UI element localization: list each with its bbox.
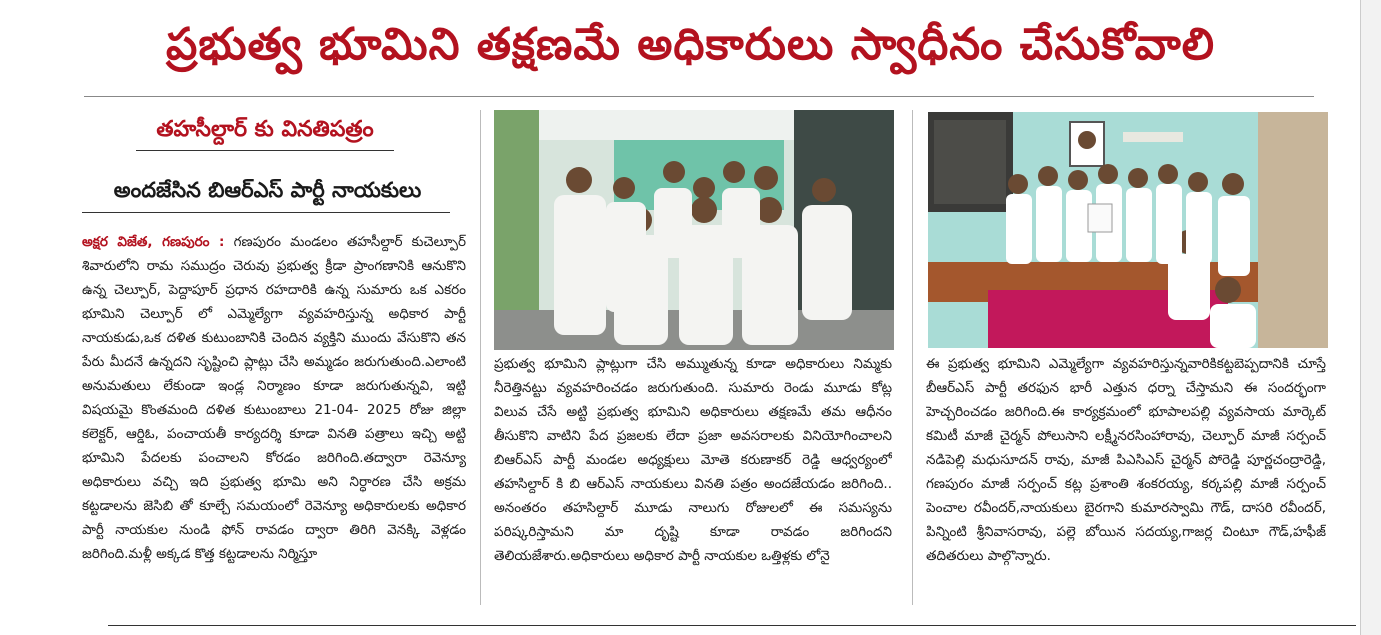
- column-1-text: గణపురం మండలం తహసీల్దార్ కుచెల్పూర్ శివారులోని రామ సముద్రం చెరువు ప్రభుత్వ క్రీడా ప్రాంగణానికి ఆనుకొని ఉన్న చెల్పూర్, పెద్దాపూర్ ప్రధాన రహదారికి ఉన్న సుమారు ఒక ఎకరం భూమిని చెల్పూర్ లో ఎమ్మెల్యేగా వ్యవహరిస్తున్న అధికార పార్టీ నాయకుడు,ఒక దళిత కుటుంబానికి చెందిన వ్యక్తిని ముందు వేసుకొని తన పేరు మీదనే ఉన్నదని సృష్టించి ప్లాట్లు చేసి అమ్మడం జరుగుతుంది.ఎలాంటి అనుమతులు లేకుండా ఇండ్ల నిర్మాణం కూడా జరుగుతున్నవి, ఇట్టి విషయమై కొంతమంది దళిత కుటుంబాలు 21-04- 2025 రోజు జిల్లా కలెక్టర్, ఆర్డిఓ, పంచాయతీ కార్యదర్శి కూడా వినతి పత్రాలు ఇచ్చి అట్టి భూమిని పేదలకు పంచాలని కోరడం జరిగింది.తద్వారా రెవెన్యూ అధికారులు వచ్చి ఇది ప్రభుత్వ భూమి అని నిర్ధారణ చేసి అక్రమ కట్టడాలను జెసిబి తో కూల్చే సమయంలో రెవెన్యూ అధికారులకు అధికార పార్టీ నాయకుల నుండి ఫోన్ రావడం ద్వారా తిరిగి వెనక్కి వెళ్లడం జరిగింది.మళ్లీ అక్కడ కొత్త కట్టడాలను నిర్మిస్తూ: [82, 234, 466, 562]
- page-edge: [1360, 0, 1381, 635]
- office-photo-icon: [928, 112, 1328, 348]
- footer-rule: [108, 625, 1356, 626]
- dateline: అక్షర విజేత, గణపురం :: [82, 234, 225, 250]
- headline: ప్రభుత్వ భూమిని తక్షణమే అధికారులు స్వాధీనం చేసుకోవాలి: [166, 19, 1215, 70]
- column-paragraph: [82, 230, 466, 566]
- office-photo: [928, 112, 1328, 348]
- group-photo-icon: [494, 110, 894, 350]
- article-column-1: [82, 230, 466, 620]
- subheading-rule: [136, 150, 394, 151]
- column-3-text: ఈ ప్రభుత్వ భూమిని ఎమ్మెల్యేగా వ్యవహరిస్తున్నవారికికట్టబెప్పదానికి చూస్తే బీఆర్ఎస్ పార్టీ తరఫున భారీ ఎత్తున ధర్నా చేస్తామని ఈ సందర్భంగా హెచ్చరించడం జరిగింది.ఈ కార్యక్రమంలో భూపాలపల్లి వ్యవసాయ మార్కెట్ కమిటీ మాజీ చైర్మన్ పోలుసాని లక్ష్మీనరసింహారావు, చెల్పూర్ మాజీ సర్పంచ్ నడిపెల్లి మధుసూదన్ రావు, మాజీ పిఎసిఎస్ చైర్మన్ పోరెడ్డి పూర్ణచంద్రారెడ్డి, గణపురం మాజీ సర్పంచ్ కట్ల ప్రశాంతి శంకరయ్య, కర్కపల్లి మాజీ సర్పంచ్ పెంచాల రవీందర్,నాయకులు బైరగాని కుమారస్వామి గౌడ్, దాసరి రవీందర్, పిన్నింటి శ్రీనివాసరావు, పల్లె బోయిన సదయ్య,గాజర్ల చింటూ గౌడ్,హఫీజ్ తదితరులు పాల్గొన్నారు.: [926, 356, 1326, 564]
- headline-rule: [84, 96, 1314, 97]
- article-column-3: [926, 352, 1326, 602]
- subheading-rule: [82, 212, 450, 213]
- group-photo: [494, 110, 894, 350]
- article-column-2: [494, 352, 892, 602]
- column-divider: [912, 110, 913, 605]
- subheading-memorandum: తహసీల్దార్ కు వినతిపత్రం: [156, 117, 374, 142]
- subheading-brs-leaders: అందజేసిన బిఆర్ఎస్ పార్టీ నాయకులు: [113, 178, 422, 202]
- column-2-text: ప్రభుత్వ భూమిని ప్లాట్లుగా చేసి అమ్ముతున్న కూడా అధికారులు నిమ్మకు నీరెత్తినట్టు వ్యవహరించడం జరుగుతుంది. సుమారు రెండు మూడు కోట్ల విలువ చేసే అట్టి ప్రభుత్వ భూమిని అధికారులు తక్షణమే తమ ఆధీనం తీసుకొని వాటిని పేద ప్రజలకు లేదా ప్రజా అవసరాలకు వినియోగించాలని బిఆర్ఎస్ పార్టీ మండల అధ్యక్షులు మోతె కరుణాకర్ రెడ్డి ఆధ్వర్యంలో తహసిల్దార్ కి బి ఆర్ఎస్ నాయకులు వినతి పత్రం అందజేయడం జరిగింది.. అనంతరం తహసిల్దార్ మూడు నాలుగు రోజులలో ఈ సమస్యను పరిష్కరిస్తామని మా దృష్టి కూడా రావడం జరిగిందని తెలియజేశారు.అధికారులు అధికార పార్టీ నాయకుల ఒత్తిళ్లకు లోనై: [494, 356, 892, 564]
- column-divider: [480, 110, 481, 605]
